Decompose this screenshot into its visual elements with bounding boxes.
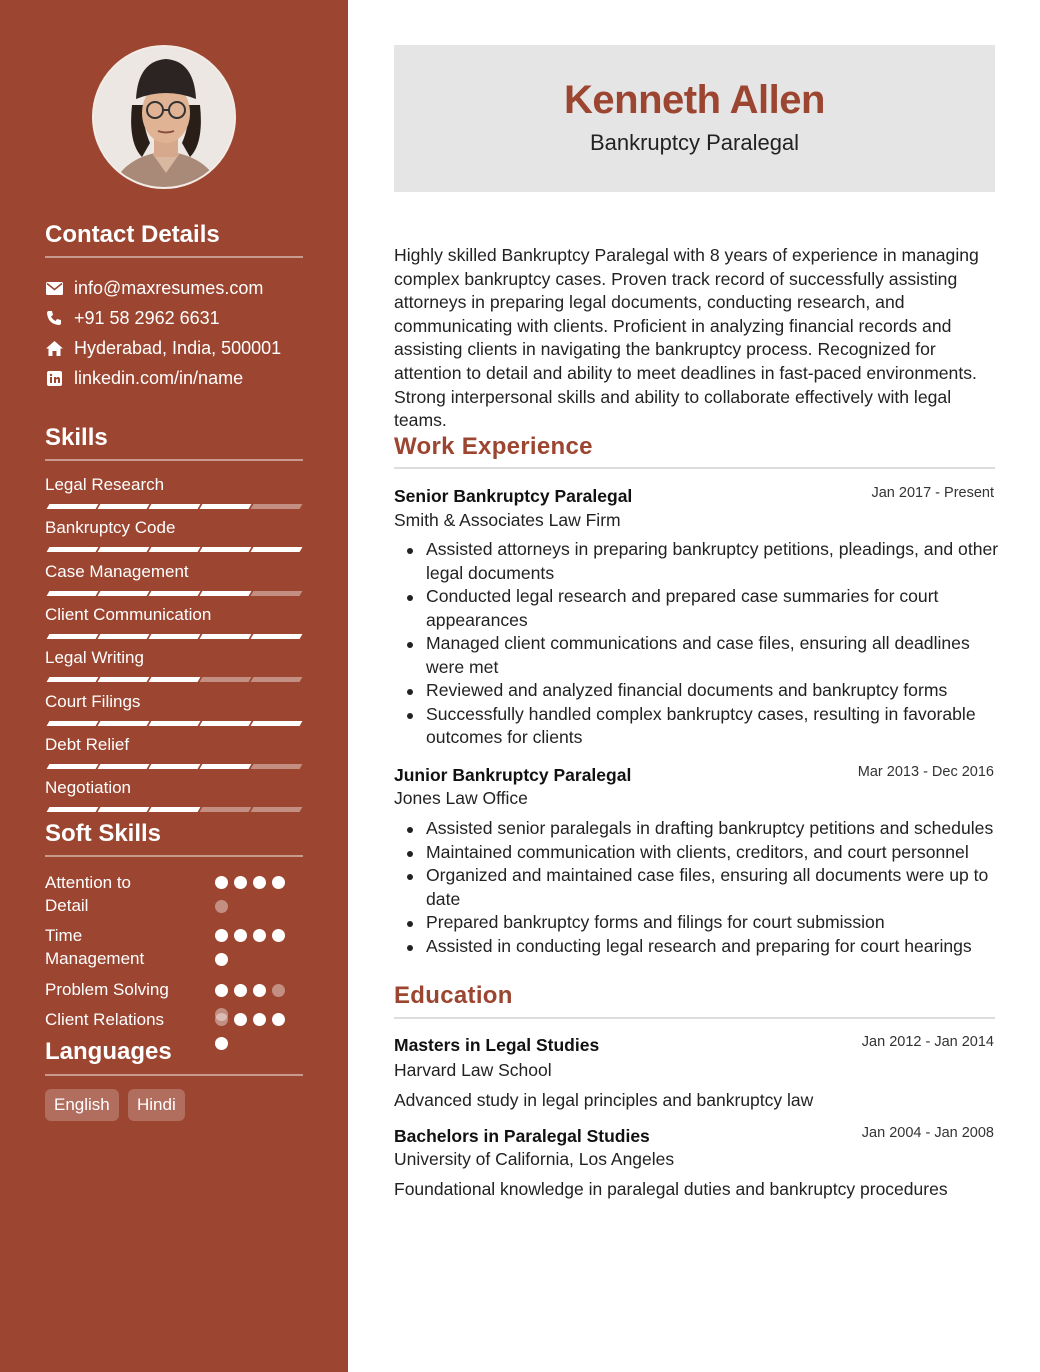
- address-text: Hyderabad, India, 500001: [74, 337, 282, 358]
- soft-skill-level-dot: [253, 1013, 266, 1026]
- work-heading: Work Experience: [394, 433, 593, 460]
- skill-level-segment: [200, 504, 252, 509]
- languages-divider: [45, 1074, 303, 1076]
- skill-level-segment: [47, 591, 99, 596]
- skills-divider: [45, 459, 303, 461]
- soft-skill-level-dot: [215, 1037, 228, 1050]
- skill-level-bar: [45, 677, 303, 685]
- soft-skill-level-dot: [215, 1013, 228, 1026]
- soft-skill-level-dot: [234, 929, 247, 942]
- soft-skill-level-dot: [272, 929, 285, 942]
- candidate-name: Kenneth Allen: [564, 78, 825, 122]
- list-item: Assisted attorneys in preparing bankruptcy petitions, pleadings, and other legal documents: [426, 538, 1000, 585]
- job-bullets: [426, 817, 1000, 958]
- skill-level-segment: [47, 547, 99, 552]
- skill-label: Negotiation: [45, 778, 132, 798]
- degree-description: Foundational knowledge in paralegal duties and bankruptcy procedures: [394, 1179, 948, 1199]
- contact-heading: Contact Details: [45, 221, 220, 248]
- education-divider: [394, 1017, 995, 1019]
- skill-label: Case Management: [45, 561, 189, 581]
- soft-skill-level-dot: [272, 1013, 285, 1026]
- soft-skill-level-dot: [215, 876, 228, 889]
- skill-level-segment: [98, 634, 150, 639]
- sidebar: [0, 0, 348, 1372]
- job-role: Junior Bankruptcy Paralegal: [394, 765, 632, 785]
- skill-level-segment: [47, 677, 99, 682]
- skill-level-bar: [45, 721, 303, 729]
- skill-label: Court Filings: [45, 691, 141, 711]
- skill-level-segment: [149, 721, 201, 726]
- list-item: Organized and maintained case files, ensuring all documents were up to date: [426, 864, 1000, 911]
- list-item: Managed client communications and case files, ensuring all deadlines were met: [426, 632, 1000, 679]
- job-bullets: [426, 538, 1000, 750]
- job-role: Senior Bankruptcy Paralegal: [394, 486, 633, 506]
- contact-linkedin[interactable]: [45, 366, 243, 390]
- skill-level-segment: [47, 634, 99, 639]
- list-item: Assisted in conducting legal research and preparing for court hearings: [426, 935, 1000, 959]
- soft-skill-level-dot: [215, 953, 228, 966]
- job-dates: Mar 2013 - Dec 2016: [857, 764, 994, 780]
- soft-skill-level-dot: [272, 984, 285, 997]
- list-item: Assisted senior paralegals in drafting bankruptcy petitions and schedules: [426, 817, 1000, 841]
- skill-level-segment: [149, 677, 201, 682]
- soft-skill-level-dot: [253, 984, 266, 997]
- job-company: Jones Law Office: [394, 788, 528, 808]
- skill-label: Bankruptcy Code: [45, 518, 176, 538]
- candidate-title: Bankruptcy Paralegal: [589, 130, 800, 155]
- skill-level-segment: [251, 547, 303, 552]
- skill-level-segment: [251, 591, 303, 596]
- soft-skill-level-dot: [234, 984, 247, 997]
- skill-level-bar: [45, 591, 303, 599]
- soft-skill-label: Attention to Detail: [45, 873, 132, 915]
- education-heading: Education: [394, 982, 513, 1009]
- skill-label: Debt Relief: [45, 734, 130, 754]
- skill-level-bar: [45, 764, 303, 772]
- skill-level-segment: [149, 807, 201, 812]
- list-item: Maintained communication with clients, creditors, and court personnel: [426, 841, 1000, 865]
- skill-level-segment: [47, 764, 99, 769]
- skill-level-segment: [149, 504, 201, 509]
- skill-level-bar: [45, 634, 303, 642]
- skill-level-segment: [98, 591, 150, 596]
- skill-level-segment: [47, 504, 99, 509]
- skills-heading: Skills: [45, 424, 108, 451]
- list-item: Successfully handled complex bankruptcy cases, resulting in favorable outcomes for clients: [426, 703, 1000, 750]
- skill-label: Legal Research: [45, 475, 165, 494]
- skill-level-segment: [149, 591, 201, 596]
- soft-skill-label: Problem Solving: [45, 980, 169, 999]
- skill-level-segment: [98, 807, 150, 812]
- skill-level-segment: [251, 634, 303, 639]
- language-tag: English: [45, 1089, 119, 1121]
- skill-level-segment: [149, 547, 201, 552]
- school-name: University of California, Los Angeles: [394, 1149, 675, 1169]
- skill-level-segment: [200, 721, 252, 726]
- phone-text: +91 58 2962 6631: [74, 307, 220, 328]
- skill-level-segment: [200, 764, 252, 769]
- summary-text: Highly skilled Bankruptcy Paralegal with 8 years of experience in managing complex bankruptcy cases. Proven track record of successfully assisting attorneys in preparing legal documents, conducting research, and communicating with clients. Proficient in analyzing financial records and assisting clients in navigating the bankruptcy process. Recognized for attention to detail and ability to meet deadlines in fast-paced environments. Strong interpersonal skills and ability to collaborate effectively with legal teams.: [394, 245, 979, 431]
- soft-skill-label: Time Management: [45, 926, 145, 968]
- skill-level-segment: [98, 721, 150, 726]
- skill-level-segment: [98, 504, 150, 509]
- skill-level-bar: [45, 547, 303, 555]
- contact-address: [45, 336, 281, 360]
- skill-label: Legal Writing: [45, 648, 144, 668]
- profile-photo: [94, 47, 236, 189]
- skill-level-segment: [200, 547, 252, 552]
- soft-skill-level-dot: [234, 1013, 247, 1026]
- soft-skill-level-dot: [253, 876, 266, 889]
- home-icon: [45, 339, 63, 357]
- phone-icon: [45, 309, 63, 327]
- job-dates: Jan 2017 - Present: [871, 485, 994, 501]
- skill-level-segment: [98, 764, 150, 769]
- skill-level-segment: [47, 721, 99, 726]
- skill-level-segment: [251, 677, 303, 682]
- contact-email[interactable]: [45, 276, 263, 300]
- list-item: Conducted legal research and prepared case summaries for court appearances: [426, 585, 1000, 632]
- soft-skill-level-dot: [215, 984, 228, 997]
- skill-level-segment: [251, 807, 303, 812]
- skill-level-segment: [98, 547, 150, 552]
- linkedin-icon: [45, 369, 63, 387]
- skill-level-segment: [251, 764, 303, 769]
- degree-description: Advanced study in legal principles and bankruptcy law: [394, 1090, 814, 1110]
- soft-skills-heading: Soft Skills: [45, 820, 162, 847]
- linkedin-text: linkedin.com/in/name: [74, 367, 244, 388]
- soft-skill-level-dot: [272, 876, 285, 889]
- skill-level-segment: [47, 807, 99, 812]
- skill-level-segment: [149, 634, 201, 639]
- skill-level-bar: [45, 807, 303, 815]
- job-company: Smith & Associates Law Firm: [394, 510, 621, 530]
- email-text: info@maxresumes.com: [74, 277, 264, 298]
- contact-phone[interactable]: [45, 306, 220, 330]
- degree-title: Masters in Legal Studies: [394, 1035, 600, 1055]
- soft-skill-level-dot: [253, 929, 266, 942]
- avatar: [92, 45, 236, 189]
- degree-dates: Jan 2004 - Jan 2008: [861, 1125, 994, 1141]
- skill-label: Client Communication: [45, 604, 212, 624]
- soft-skill-level-dot: [234, 876, 247, 889]
- soft-skill-level-dot: [215, 929, 228, 942]
- list-item: Reviewed and analyzed financial documents and bankruptcy forms: [426, 679, 1000, 703]
- soft-skills-divider: [45, 855, 303, 857]
- skill-level-segment: [200, 677, 252, 682]
- list-item: Prepared bankruptcy forms and filings for court submission: [426, 911, 1000, 935]
- skill-level-segment: [98, 677, 150, 682]
- languages-heading: Languages: [45, 1038, 172, 1065]
- contact-divider: [45, 256, 303, 258]
- soft-skill-level-dot: [215, 900, 228, 913]
- skill-level-bar: [45, 504, 303, 512]
- skill-level-segment: [200, 591, 252, 596]
- skill-level-segment: [200, 634, 252, 639]
- degree-title: Bachelors in Paralegal Studies: [394, 1126, 650, 1146]
- soft-skill-label: Client Relations: [45, 1010, 165, 1029]
- skill-level-segment: [200, 807, 252, 812]
- skill-level-segment: [149, 764, 201, 769]
- degree-dates: Jan 2012 - Jan 2014: [861, 1034, 994, 1050]
- skill-level-segment: [251, 721, 303, 726]
- work-divider: [394, 467, 995, 469]
- school-name: Harvard Law School: [394, 1060, 552, 1080]
- envelope-icon: [45, 279, 63, 297]
- language-tag: Hindi: [128, 1089, 185, 1121]
- skill-level-segment: [251, 504, 303, 509]
